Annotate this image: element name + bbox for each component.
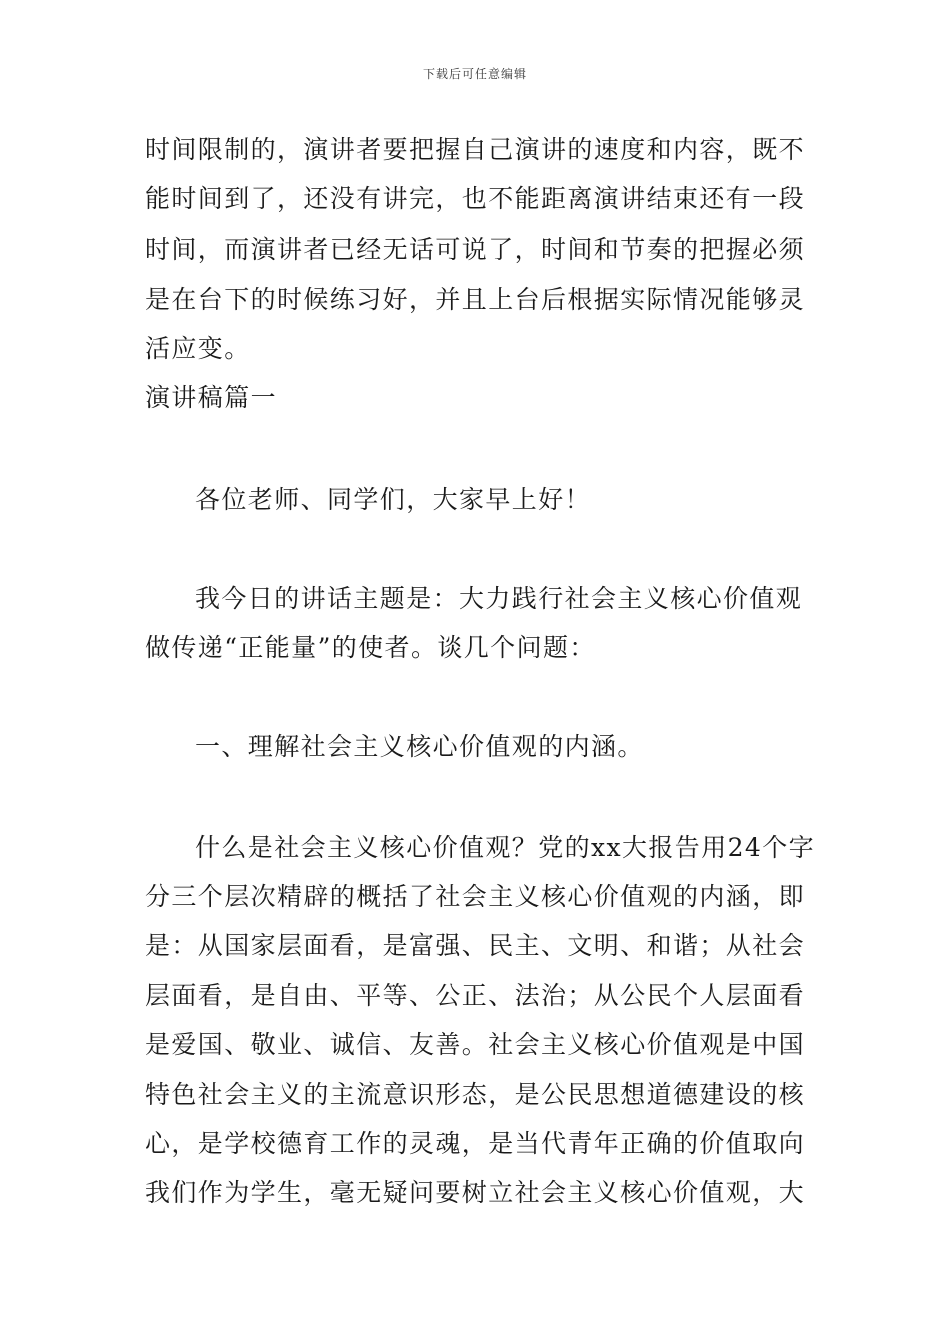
topic-line: 做传递“正能量”的使者。谈几个问题： xyxy=(145,633,596,662)
page-header: 下载后可任意编辑 xyxy=(422,67,527,81)
body-line: 什么是社会主义核心价值观？党的xx大报告用24个字 xyxy=(195,833,816,862)
body-line: 是爱国、敬业、诚信、友善。社会主义核心价值观是中国 xyxy=(145,1030,806,1059)
intro-line: 时间限制的，演讲者要把握自己演讲的速度和内容，既不 xyxy=(145,135,806,164)
intro-line: 是在台下的时候练习好，并且上台后根据实际情况能够灵 xyxy=(145,285,806,314)
intro-line: 时间，而演讲者已经无话可说了，时间和节奏的把握必须 xyxy=(145,235,806,264)
section-title: 演讲稿篇一 xyxy=(145,383,278,412)
greeting-paragraph: 各位老师、同学们，大家早上好！ xyxy=(195,485,592,514)
point-one-heading: 一、理解社会主义核心价值观的内涵。 xyxy=(195,732,644,761)
body-line: 是：从国家层面看，是富强、民主、文明、和谐；从社会 xyxy=(145,931,806,960)
intro-line: 能时间到了，还没有讲完，也不能距离演讲结束还有一段 xyxy=(145,184,806,213)
body-line: 特色社会主义的主流意识形态，是公民思想道德建设的核 xyxy=(145,1080,806,1109)
body-line: 我们作为学生，毫无疑问要树立社会主义核心价值观，大 xyxy=(145,1178,806,1207)
body-line: 心，是学校德育工作的灵魂，是当代青年正确的价值取向 xyxy=(145,1129,806,1158)
intro-line: 活应变。 xyxy=(145,334,251,363)
body-line: 层面看，是自由、平等、公正、法治；从公民个人层面看 xyxy=(145,981,806,1010)
body-line: 分三个层次精辟的概括了社会主义核心价值观的内涵，即 xyxy=(145,882,806,911)
topic-line: 我今日的讲话主题是：大力践行社会主义核心价值观 xyxy=(195,584,803,613)
